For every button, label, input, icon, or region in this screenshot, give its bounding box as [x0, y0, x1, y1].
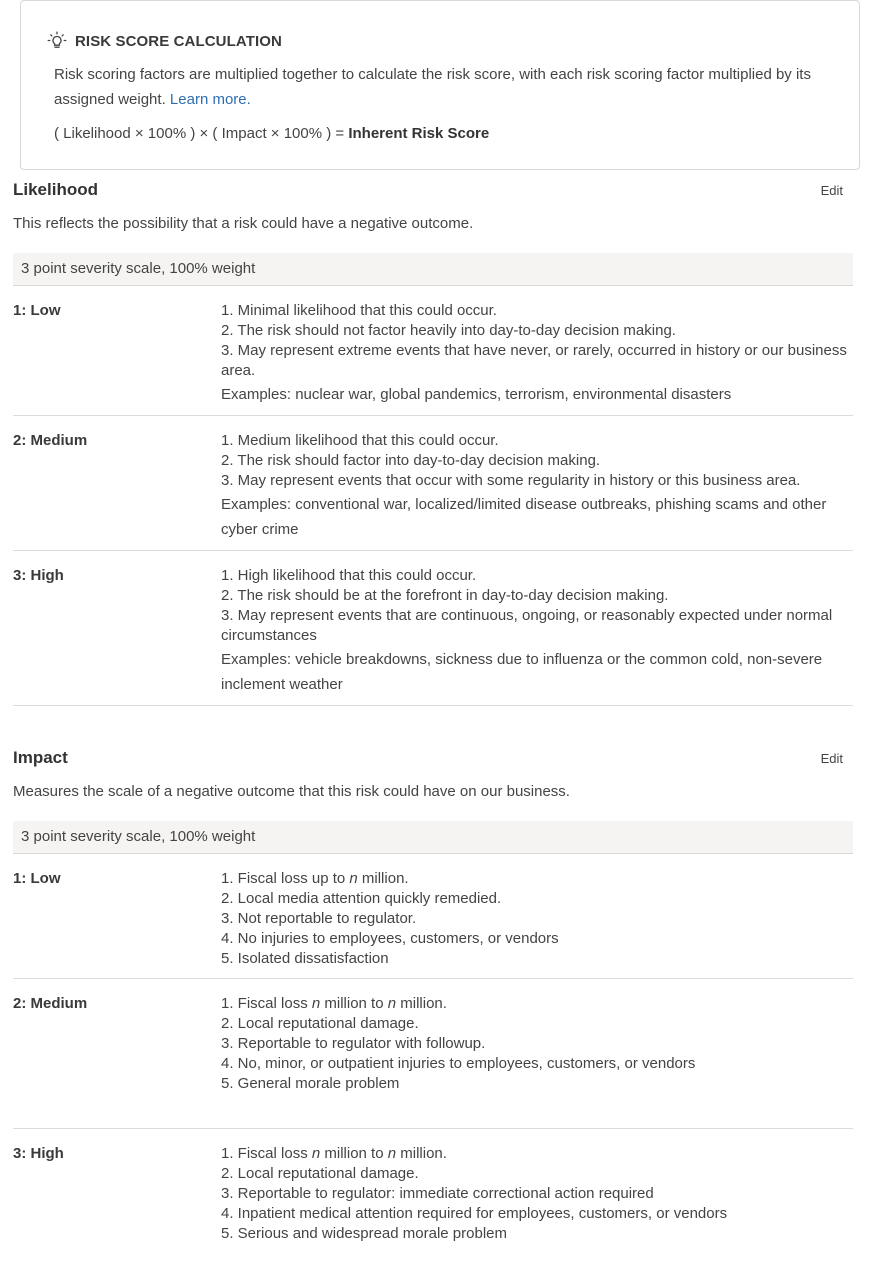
card-title [47, 31, 282, 51]
row-description [221, 431, 855, 542]
line-text: 1. Fiscal loss [221, 995, 312, 1012]
row-line: 2. Local media attention quickly remedied. [221, 890, 502, 907]
row-line: 2. The risk should not factor heavily into day-to-day decision making. [221, 322, 676, 339]
row-line: 2. The risk should factor into day-to-day decision making. [221, 452, 601, 469]
row-label: 1: Low [13, 870, 61, 887]
row-line: 1. Minimal likelihood that this could occur. [221, 302, 497, 319]
row-label: 2: Medium [13, 432, 88, 449]
row-line [221, 869, 855, 889]
likelihood-description: This reflects the possibility that a risk could have a negative outcome. [13, 215, 474, 232]
row-line: 5. Isolated dissatisfaction [221, 950, 389, 967]
impact-edit-button[interactable]: Edit [820, 751, 843, 766]
row-description [221, 1144, 855, 1244]
formula-expression: ( Likelihood × 100% ) × ( Impact × 100% ) = [54, 125, 349, 142]
likelihood-row-medium [13, 431, 853, 551]
impact-row-high [13, 1144, 853, 1249]
row-line [221, 1144, 855, 1164]
row-examples: Examples: vehicle breakdowns, sickness due to influenza or the common cold, non-severe inclement weather [221, 651, 823, 693]
line-text: 1. Fiscal loss [221, 1145, 312, 1162]
line-text: million to [320, 995, 388, 1012]
row-line: 3. Not reportable to regulator. [221, 910, 417, 927]
variable-n: n [349, 870, 358, 887]
row-line: 5. Serious and widespread morale problem [221, 1225, 507, 1242]
line-text: 1. Fiscal loss up to [221, 870, 350, 887]
line-text: million. [357, 870, 409, 887]
row-label: 3: High [13, 1145, 64, 1162]
row-line: 1. High likelihood that this could occur. [221, 567, 477, 584]
card-description [54, 62, 854, 112]
row-line: 3. May represent events that are continuous, ongoing, or reasonably expected under normal circumstances [221, 607, 833, 644]
row-examples: Examples: nuclear war, global pandemics, terrorism, environmental disasters [221, 386, 732, 403]
variable-n: n [311, 995, 321, 1012]
card-description-text: Risk scoring factors are multiplied together to calculate the risk score, with each risk scoring factor multiplied by its assigned weight. [54, 66, 811, 108]
risk-score-calculation-card [20, 0, 860, 170]
line-text: million to [320, 1145, 388, 1162]
row-description [221, 301, 855, 407]
card-title-text: RISK SCORE CALCULATION [75, 32, 282, 50]
impact-description: Measures the scale of a negative outcome that this risk could have on our business. [13, 783, 570, 800]
row-line: 3. Reportable to regulator with followup. [221, 1035, 486, 1052]
variable-n: n [311, 1145, 321, 1162]
row-description [221, 994, 855, 1094]
likelihood-row-low [13, 301, 853, 416]
row-line: 3. May represent extreme events that have never, or rarely, occurred in history or our business area. [221, 342, 847, 379]
impact-title: Impact [13, 748, 68, 767]
row-line: 2. The risk should be at the forefront in day-to-day decision making. [221, 587, 669, 604]
impact-row-medium [13, 994, 853, 1129]
likelihood-edit-button[interactable]: Edit [820, 183, 843, 198]
row-label: 1: Low [13, 302, 61, 319]
row-line [221, 994, 855, 1014]
row-line: 2. Local reputational damage. [221, 1015, 419, 1032]
row-examples: Examples: conventional war, localized/limited disease outbreaks, phishing scams and other cyber crime [221, 496, 827, 538]
likelihood-title: Likelihood [13, 180, 98, 199]
row-label: 3: High [13, 567, 64, 584]
formula-result: Inherent Risk Score [348, 125, 490, 142]
row-line: 5. General morale problem [221, 1075, 400, 1092]
row-description [221, 869, 855, 969]
likelihood-row-high [13, 566, 853, 706]
risk-formula [54, 124, 489, 144]
line-text: million. [396, 995, 447, 1012]
line-text: million. [396, 1145, 447, 1162]
row-line: 4. No, minor, or outpatient injuries to employees, customers, or vendors [221, 1055, 696, 1072]
likelihood-scale: 3 point severity scale, 100% weight [13, 253, 853, 286]
variable-n: n [387, 1145, 397, 1162]
row-description [221, 566, 855, 697]
lightbulb-icon [47, 31, 67, 51]
row-line: 4. Inpatient medical attention required for employees, customers, or vendors [221, 1205, 728, 1222]
row-line: 3. Reportable to regulator: immediate correctional action required [221, 1185, 654, 1202]
row-line: 4. No injuries to employees, customers, or vendors [221, 930, 559, 947]
row-line: 2. Local reputational damage. [221, 1165, 419, 1182]
impact-row-low [13, 869, 853, 979]
row-line: 1. Medium likelihood that this could occur. [221, 432, 499, 449]
row-label: 2: Medium [13, 995, 88, 1012]
impact-scale: 3 point severity scale, 100% weight [13, 821, 853, 854]
row-line: 3. May represent events that occur with some regularity in history or this business area. [221, 472, 801, 489]
variable-n: n [387, 995, 397, 1012]
learn-more-link[interactable]: Learn more. [169, 91, 251, 108]
